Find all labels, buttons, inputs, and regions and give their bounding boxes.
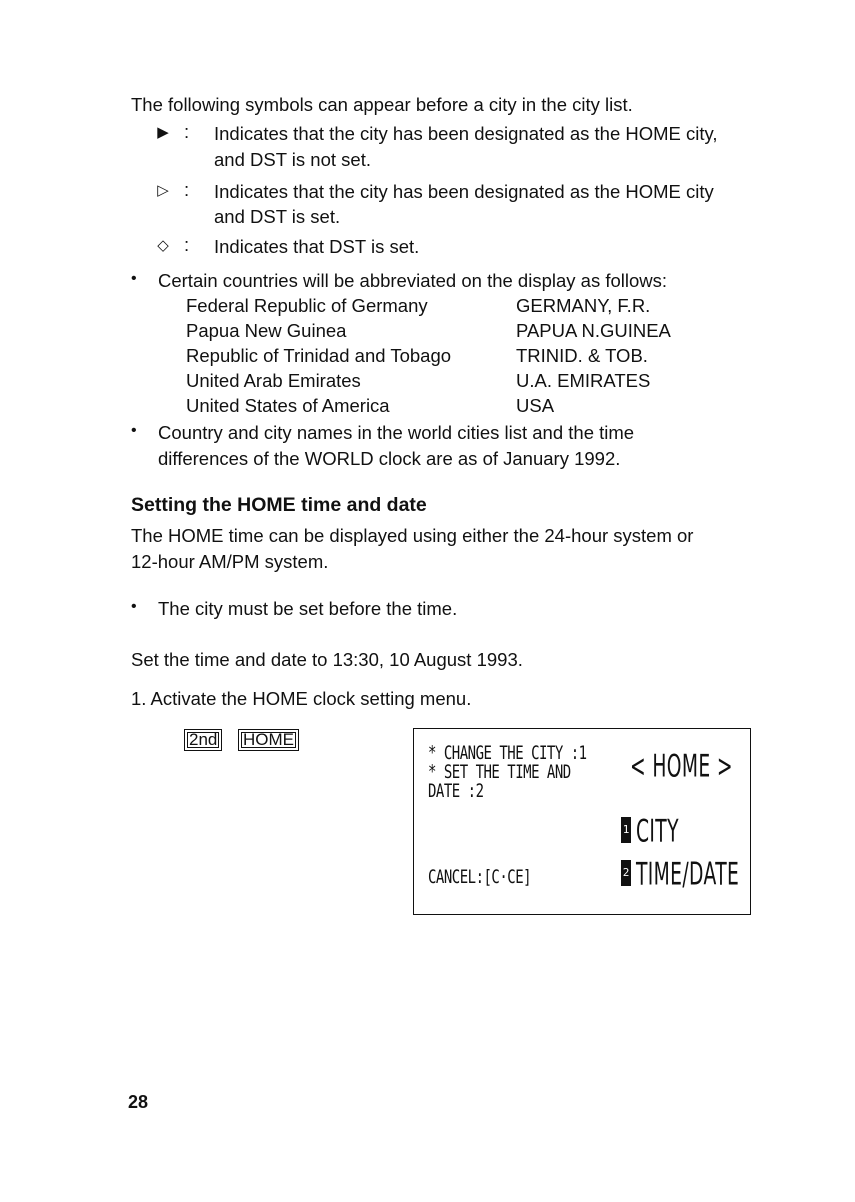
symbol-colon: : — [184, 121, 190, 142]
city-note: The city must be set before the time. — [158, 598, 458, 619]
lcd-header: < HOME > — [630, 748, 733, 785]
section-title: Setting the HOME time and date — [131, 494, 427, 516]
key-home: HOME — [238, 729, 299, 751]
filled-triangle-icon: ▶ — [157, 124, 169, 141]
symbol-desc-line: and DST is not set. — [214, 149, 371, 170]
step-1: 1. Activate the HOME clock setting menu. — [131, 688, 472, 709]
abbrev-full: Papua New Guinea — [186, 320, 347, 341]
symbol-colon: : — [184, 234, 190, 255]
abbrev-short: PAPUA N.GUINEA — [516, 320, 671, 341]
note-line: Country and city names in the world cities list and the time — [158, 422, 635, 443]
lcd-cancel: CANCEL:[C·CE] — [428, 867, 532, 889]
abbrev-intro: Certain countries will be abbreviated on the display as follows: — [158, 270, 668, 291]
key-2nd: 2nd — [184, 729, 222, 751]
abbrev-short: TRINID. & TOB. — [516, 345, 648, 366]
symbol-desc-line: Indicates that the city has been designated as the HOME city, — [214, 123, 718, 144]
page-number: 28 — [128, 1092, 149, 1112]
bullet-icon: • — [131, 598, 137, 615]
symbol-desc-line: Indicates that the city has been designated as the HOME city — [214, 181, 714, 202]
abbrev-full: United States of America — [186, 395, 390, 416]
symbol-colon: : — [184, 179, 190, 200]
example-text: Set the time and date to 13:30, 10 August 1993. — [131, 649, 523, 670]
section-body-line: The HOME time can be displayed using either the 24-hour system or — [131, 525, 694, 546]
abbrev-full: Republic of Trinidad and Tobago — [186, 345, 452, 366]
section-body-line: 12-hour AM/PM system. — [131, 551, 329, 572]
note-line: differences of the WORLD clock are as of January 1992. — [158, 448, 621, 469]
abbrev-short: USA — [516, 395, 555, 416]
lcd-line: * CHANGE THE CITY :1 — [428, 743, 587, 765]
hollow-triangle-icon: ▷ — [157, 182, 169, 199]
lcd-option-number: 1 — [621, 817, 631, 843]
lcd-option-number: 2 — [621, 860, 631, 886]
intro-text: The following symbols can appear before a city in the city list. — [131, 94, 633, 115]
lcd-display — [413, 728, 751, 915]
lcd-option-timedate: TIME/DATE — [636, 856, 740, 893]
symbol-desc-line: Indicates that DST is set. — [214, 236, 420, 257]
lcd-line: DATE :2 — [428, 781, 484, 803]
abbrev-full: Federal Republic of Germany — [186, 295, 428, 316]
bullet-icon: • — [131, 270, 137, 287]
lcd-line: * SET THE TIME AND — [428, 762, 571, 784]
lcd-option-city: CITY — [636, 813, 679, 850]
abbrev-full: United Arab Emirates — [186, 370, 361, 391]
bullet-icon: • — [131, 422, 137, 439]
symbol-desc-line: and DST is set. — [214, 206, 341, 227]
diamond-icon: ◇ — [157, 237, 169, 254]
abbrev-short: GERMANY, F.R. — [516, 295, 651, 316]
abbrev-short: U.A. EMIRATES — [516, 370, 651, 391]
